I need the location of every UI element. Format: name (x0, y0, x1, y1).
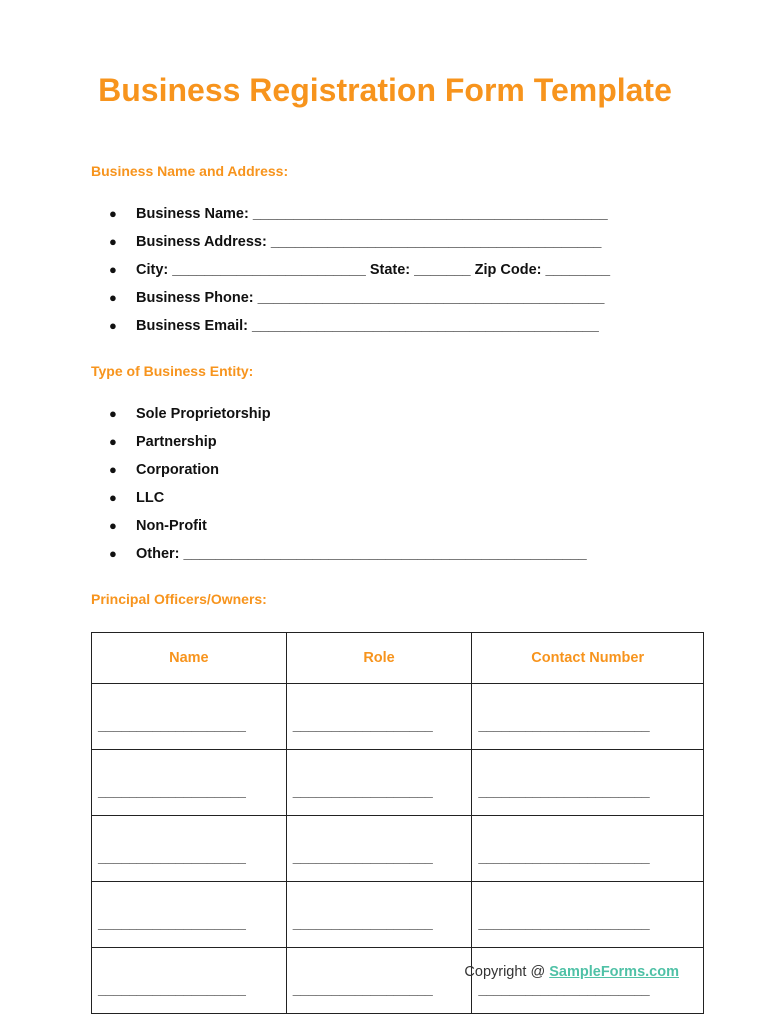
entity-option-label: Sole Proprietorship (136, 406, 271, 422)
copyright-footer (464, 964, 679, 980)
entity-type-list (109, 400, 587, 568)
role-cell[interactable]: __________________ (286, 816, 472, 882)
business-phone-field[interactable]: Business Phone: ___________________________________________ (136, 290, 605, 306)
page-title: Business Registration Form Template (98, 72, 672, 108)
list-item[interactable] (109, 312, 610, 340)
entity-option-label: LLC (136, 490, 165, 506)
section-heading-entity-type: Type of Business Entity: (91, 363, 254, 379)
role-cell[interactable]: __________________ (286, 882, 472, 948)
table-row (92, 684, 704, 750)
name-cell[interactable]: ___________________ (92, 750, 287, 816)
name-cell[interactable]: ___________________ (92, 684, 287, 750)
list-item[interactable] (109, 228, 610, 256)
bullet-icon: ● (109, 518, 117, 533)
entity-option-other[interactable] (109, 540, 587, 568)
name-cell[interactable]: ___________________ (92, 948, 287, 1014)
bullet-icon: ● (109, 234, 117, 249)
column-header-contact-number: Contact Number (472, 633, 704, 684)
city-state-zip-field[interactable]: City: ________________________ State: _______ Zip Code: ________ (136, 262, 611, 278)
business-address-field[interactable]: Business Address: _________________________________________ (136, 234, 602, 250)
table-row (92, 750, 704, 816)
list-item[interactable] (109, 284, 610, 312)
column-header-name: Name (92, 633, 287, 684)
table-row (92, 816, 704, 882)
bullet-icon: ● (109, 406, 117, 421)
role-cell[interactable]: __________________ (286, 750, 472, 816)
section-heading-name-address: Business Name and Address: (91, 163, 289, 179)
contact-number-cell[interactable]: ______________________ (472, 684, 704, 750)
entity-option-non-profit[interactable] (109, 512, 587, 540)
name-cell[interactable]: ___________________ (92, 816, 287, 882)
entity-option-label: Partnership (136, 434, 217, 450)
entity-option-label: Non-Profit (136, 518, 207, 534)
table-row (92, 882, 704, 948)
name-address-list (109, 200, 610, 340)
contact-number-cell[interactable]: ______________________ (472, 816, 704, 882)
entity-option-label: Corporation (136, 462, 219, 478)
entity-option-corporation[interactable] (109, 456, 587, 484)
bullet-icon: ● (109, 434, 117, 449)
entity-other-field[interactable]: Other: __________________________________________________ (136, 546, 587, 562)
contact-number-cell[interactable]: ______________________ (472, 882, 704, 948)
name-cell[interactable]: ___________________ (92, 882, 287, 948)
officers-table (91, 632, 704, 1014)
bullet-icon: ● (109, 262, 117, 277)
column-header-role: Role (286, 633, 472, 684)
section-heading-officers: Principal Officers/Owners: (91, 591, 267, 607)
sampleforms-link[interactable]: SampleForms.com (549, 964, 679, 980)
bullet-icon: ● (109, 206, 117, 221)
business-name-field[interactable]: Business Name: ____________________________________________ (136, 206, 608, 222)
contact-number-cell[interactable]: ______________________ (472, 750, 704, 816)
bullet-icon: ● (109, 546, 117, 561)
bullet-icon: ● (109, 462, 117, 477)
list-item[interactable] (109, 256, 610, 284)
role-cell[interactable]: __________________ (286, 948, 472, 1014)
table-row (92, 948, 704, 1014)
role-cell[interactable]: __________________ (286, 684, 472, 750)
bullet-icon: ● (109, 290, 117, 305)
list-item[interactable] (109, 200, 610, 228)
business-email-field[interactable]: Business Email: ___________________________________________ (136, 318, 599, 334)
bullet-icon: ● (109, 318, 117, 333)
contact-number-cell[interactable]: ______________________ (472, 948, 704, 1014)
entity-option-llc[interactable] (109, 484, 587, 512)
entity-option-partnership[interactable] (109, 428, 587, 456)
bullet-icon: ● (109, 490, 117, 505)
table-header-row (92, 633, 704, 684)
entity-option-sole-proprietorship[interactable] (109, 400, 587, 428)
copyright-text: Copyright @ (464, 964, 550, 980)
